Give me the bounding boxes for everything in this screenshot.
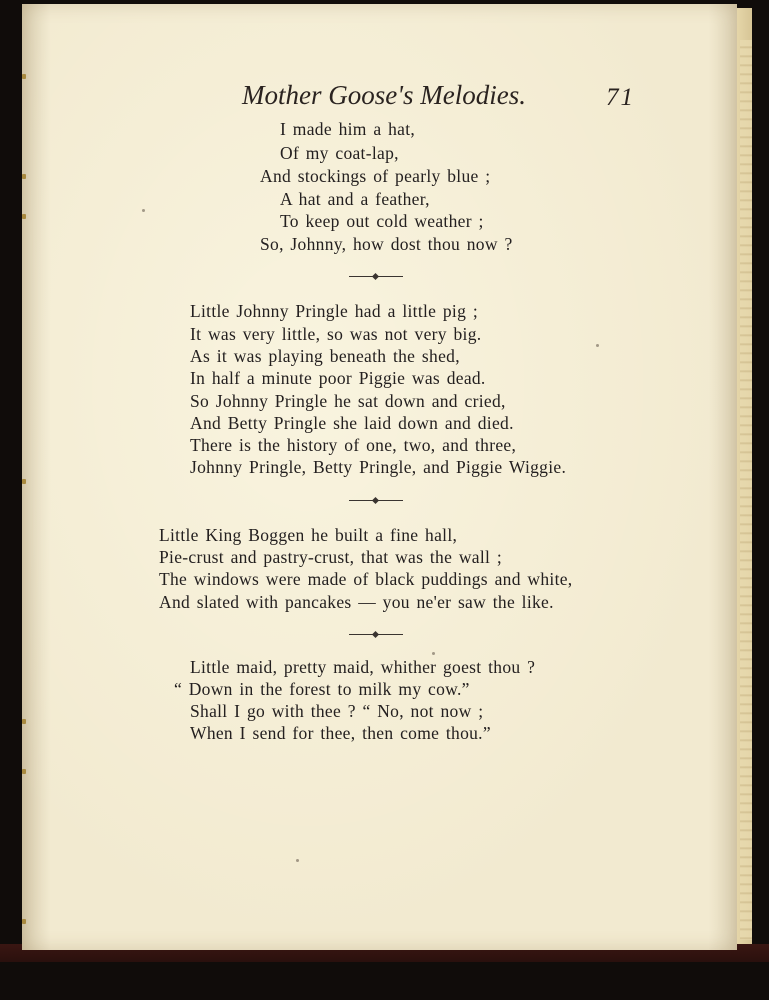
spine-mark	[22, 214, 26, 219]
ornamental-rule	[349, 272, 403, 282]
poem-line: Pie-crust and pastry-crust, that was the wall ;	[159, 547, 503, 567]
poem-line: As it was playing beneath the shed,	[190, 346, 460, 366]
poem-line: It was very little, so was not very big.	[190, 324, 482, 344]
spine-mark	[22, 74, 26, 79]
poem-line: “ Down in the forest to milk my cow.”	[174, 679, 470, 699]
ornamental-rule	[349, 496, 403, 506]
poem-line: So, Johnny, how dost thou now ?	[260, 234, 513, 254]
poem-line: Little maid, pretty maid, whither goest thou ?	[190, 657, 536, 677]
poem-line: Little Johnny Pringle had a little pig ;	[190, 301, 478, 321]
paper-speck	[142, 209, 145, 212]
paper-speck	[432, 652, 435, 655]
spine-mark	[22, 479, 26, 484]
poem-line: In half a minute poor Piggie was dead.	[190, 368, 486, 388]
poem-line: Shall I go with thee ? “ No, not now ;	[190, 701, 484, 721]
spine-mark	[22, 719, 26, 724]
poem-line: So Johnny Pringle he sat down and cried,	[190, 391, 506, 411]
poem-line: There is the history of one, two, and three,	[190, 435, 517, 455]
poem-line: And slated with pancakes — you ne'er saw the like.	[159, 592, 554, 612]
book-page	[22, 4, 737, 950]
page-number: 71	[606, 84, 635, 111]
poem-line: To keep out cold weather ;	[280, 211, 484, 231]
spine-mark	[22, 174, 26, 179]
poem-line: The windows were made of black puddings and white,	[159, 569, 573, 589]
poem-line: When I send for thee, then come thou.”	[190, 723, 491, 743]
ornamental-rule	[349, 630, 403, 640]
poem-line: Johnny Pringle, Betty Pringle, and Piggie Wiggie.	[190, 457, 567, 477]
poem-line: A hat and a feather,	[280, 189, 430, 209]
poem-line: And stockings of pearly blue ;	[260, 166, 491, 186]
poem-line: I made him a hat,	[280, 119, 416, 139]
paper-speck	[596, 344, 599, 347]
page-title: Mother Goose's Melodies.	[242, 80, 526, 110]
spine-mark	[22, 919, 26, 924]
poem-line: Of my coat-lap,	[280, 143, 399, 163]
poem-line: Little King Boggen he built a fine hall,	[159, 525, 458, 545]
poem-line: And Betty Pringle she laid down and died.	[190, 413, 514, 433]
spine-mark	[22, 769, 26, 774]
page-stack-edge	[740, 40, 752, 940]
paper-speck	[296, 859, 299, 862]
running-head	[22, 80, 737, 116]
